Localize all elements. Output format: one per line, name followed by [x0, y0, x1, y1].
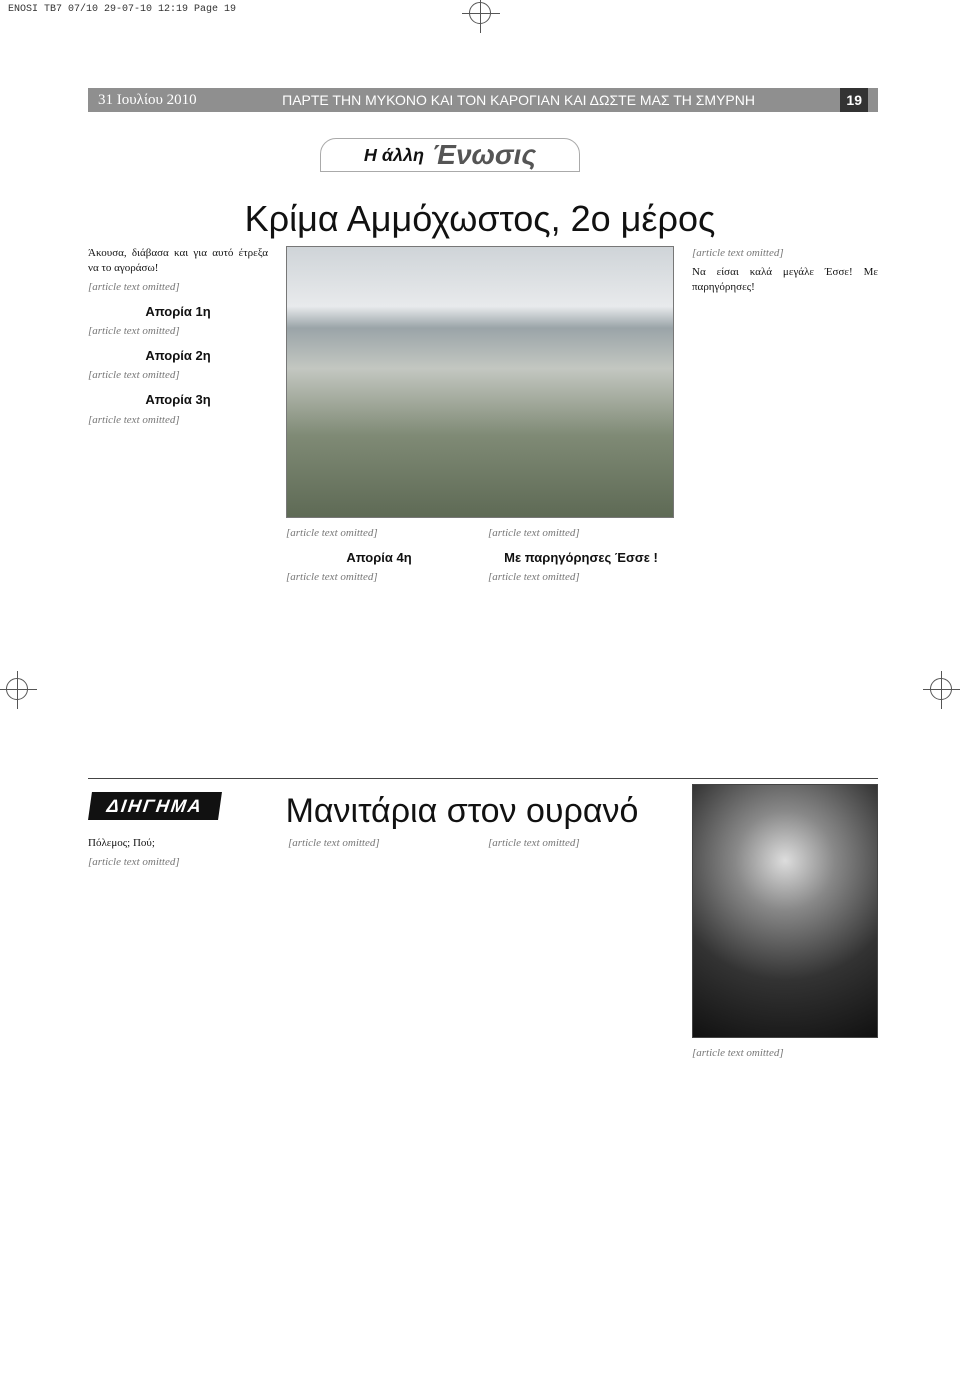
- article1-text: [article text omitted]: [88, 280, 180, 293]
- article1-column-4: [692, 246, 878, 299]
- article2-opening: Πόλεμος; Πού;: [88, 837, 155, 849]
- famagusta-coast-photo: [286, 246, 674, 518]
- article1-text: [article text omitted]: [692, 247, 784, 259]
- article2-text: [article text omitted]: [692, 1047, 784, 1059]
- print-slug: ENOSI TB7 07/10 29-07-10 12:19 Page 19: [8, 4, 237, 15]
- registration-mark-left: [6, 678, 28, 700]
- masthead-title: ΠΑΡΤΕ ΤΗΝ ΜΥΚΟΝΟ ΚΑΙ ΤΟΝ ΚΑΡΟΓΙΑΝ ΚΑΙ ΔΩΣΤΕ ΜΑΣ ΤΗ ΣΜΥΡΝΗ: [282, 92, 755, 108]
- article1-text: [article text omitted]: [88, 325, 180, 338]
- article1-headline: Κρίμα Αμμόχωστος, 2ο μέρος: [244, 198, 716, 239]
- article1-text: [article text omitted]: [488, 527, 580, 539]
- article2-column-1: [88, 836, 274, 874]
- article1-subhead-5: Με παρηγόρησες Έσσε !: [504, 549, 658, 565]
- article1-subhead-1: Απορία 1η: [145, 303, 211, 319]
- article1-text: [article text omitted]: [286, 527, 378, 539]
- section-banner: [320, 138, 580, 172]
- issue-date: 31 Ιουλίου 2010: [98, 91, 197, 108]
- registration-mark-top: [469, 2, 491, 24]
- article2-column-2: [288, 836, 474, 855]
- registration-mark-right: [930, 678, 952, 700]
- masthead: [88, 88, 878, 112]
- section-label-small: Η άλλη: [363, 144, 425, 165]
- article1-closing: Να είσαι καλά μεγάλε Έσσε! Με παρηγόρησες!: [692, 265, 878, 293]
- article1-column-1: [88, 246, 268, 432]
- article2-column-4: [692, 1046, 878, 1065]
- mushroom-cloud-photo: [692, 784, 878, 1038]
- article1-column-2: [286, 526, 472, 589]
- article1-subhead-4: Απορία 4η: [346, 549, 412, 565]
- article2-text: [article text omitted]: [288, 837, 380, 849]
- page-number: 19: [840, 88, 868, 112]
- section-label-big: Ένωσις: [432, 139, 537, 170]
- article2-headline: Μανιτάρια στον ουρανό: [285, 792, 639, 830]
- article1-intro: Άκουσα, διάβασα και για αυτό έτρεξα να το αγοράσω!: [88, 247, 268, 274]
- story-section-label: ΔΙΗΓΗΜΑ: [88, 792, 222, 820]
- article1-column-3: [488, 526, 674, 589]
- article1-text: [article text omitted]: [488, 571, 580, 584]
- article1-subhead-2: Απορία 2η: [145, 347, 211, 363]
- article1-text: [article text omitted]: [286, 571, 378, 584]
- article2-text: [article text omitted]: [88, 855, 180, 868]
- article1-text: [article text omitted]: [88, 369, 180, 382]
- article2-text: [article text omitted]: [488, 837, 580, 849]
- article2-column-3: [488, 836, 674, 855]
- article1-subhead-3: Απορία 3η: [145, 392, 211, 408]
- section-divider: [88, 778, 878, 779]
- article1-text: [article text omitted]: [88, 413, 180, 426]
